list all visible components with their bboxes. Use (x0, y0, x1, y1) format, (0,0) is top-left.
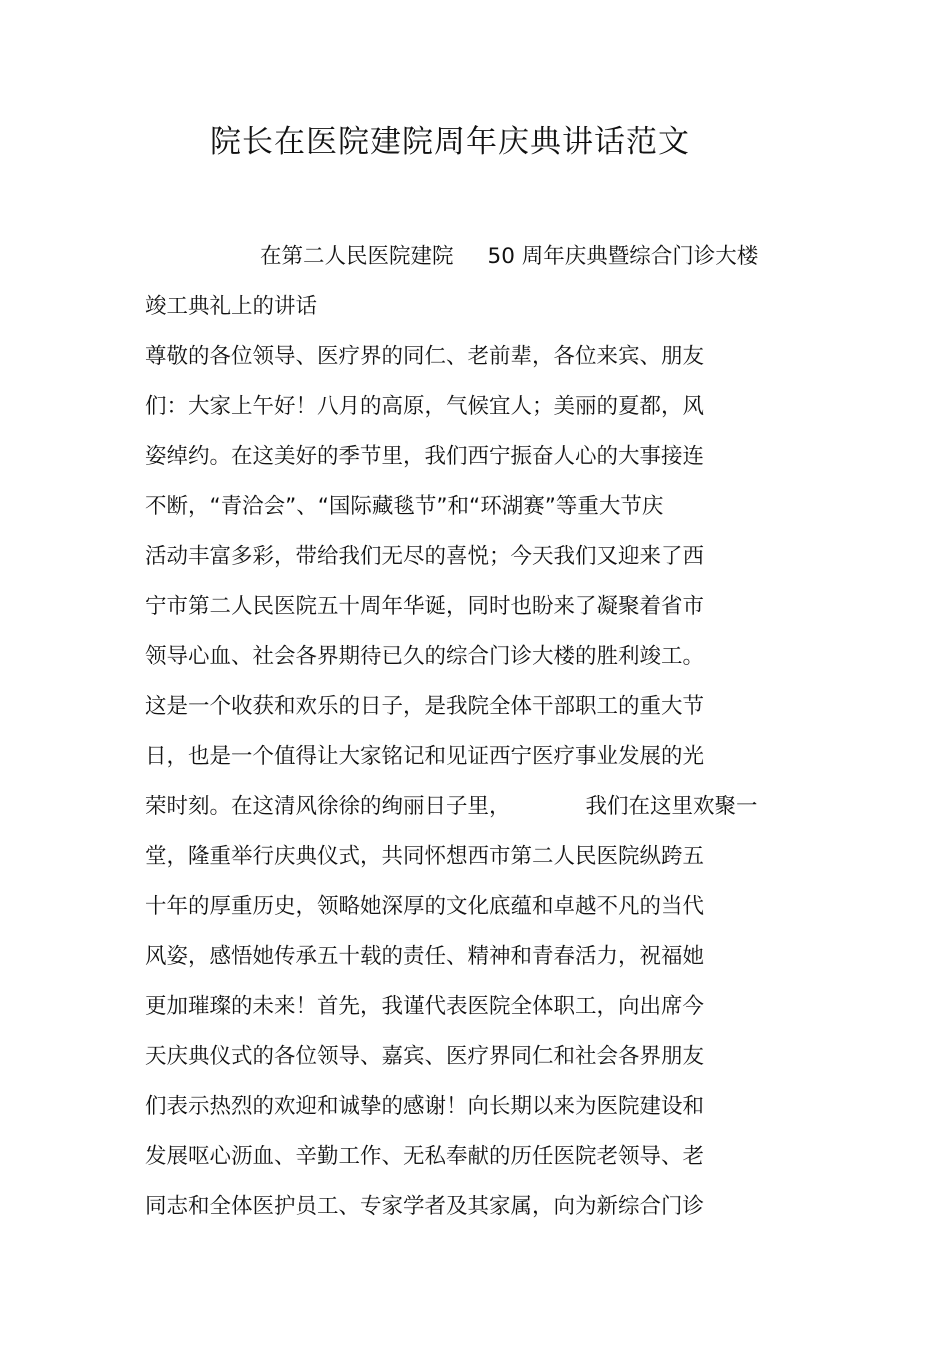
body-line: 日，也是一个值得让大家铭记和见证西宁医疗事业发展的光 (145, 744, 705, 769)
body-line: 更加璀璨的未来！首先，我谨代表医院全体职工，向出席今 (145, 994, 705, 1019)
body-line: 天庆典仪式的各位领导、嘉宾、医疗界同仁和社会各界朋友 (145, 1044, 705, 1069)
split-part-1: 荣时刻。在这清风徐徐的绚丽日子里， (145, 794, 511, 819)
body-line: 姿绰约。在这美好的季节里，我们西宁振奋人心的大事接连 (145, 444, 705, 469)
subtitle-line-2: 竣工典礼上的讲话 (145, 294, 318, 319)
body-line: 发展呕心沥血、辛勤工作、无私奉献的历任医院老领导、老 (145, 1144, 705, 1169)
split-part-2: 我们在这里欢聚一 (585, 794, 758, 819)
body-line-split (145, 792, 758, 822)
body-line: 十年的厚重历史，领略她深厚的文化底蕴和卓越不凡的当代 (145, 894, 705, 919)
body-line: 堂，隆重举行庆典仪式，共同怀想西市第二人民医院纵跨五 (145, 844, 705, 869)
subtitle-line-1 (260, 242, 758, 272)
subtitle-part-1: 在第二人民医院建院 (260, 244, 454, 269)
body-line: 风姿，感悟她传承五十载的责任、精神和青春活力，祝福她 (145, 944, 705, 969)
subtitle-part-2: 50 周年庆典暨综合门诊大楼 (487, 244, 759, 269)
body-line: 们表示热烈的欢迎和诚挚的感谢！向长期以来为医院建设和 (145, 1094, 705, 1119)
body-line: 宁市第二人民医院五十周年华诞，同时也盼来了凝聚着省市 (145, 594, 705, 619)
body-line: 尊敬的各位领导、医疗界的同仁、老前辈，各位来宾、朋友 (145, 344, 705, 369)
body-line: 们：大家上午好！八月的高原，气候宜人；美丽的夏都，风 (145, 394, 705, 419)
body-line: 活动丰富多彩，带给我们无尽的喜悦；今天我们又迎来了西 (145, 544, 705, 569)
document-title: 院长在医院建院周年庆典讲话范文 (210, 124, 690, 160)
body-line: 同志和全体医护员工、专家学者及其家属，向为新综合门诊 (145, 1194, 705, 1219)
body-line: 不断，“青洽会”、“国际藏毯节”和“环湖赛”等重大节庆 (145, 494, 664, 519)
body-line: 领导心血、社会各界期待已久的综合门诊大楼的胜利竣工。 (145, 644, 705, 669)
body-line: 这是一个收获和欢乐的日子，是我院全体干部职工的重大节 (145, 694, 705, 719)
